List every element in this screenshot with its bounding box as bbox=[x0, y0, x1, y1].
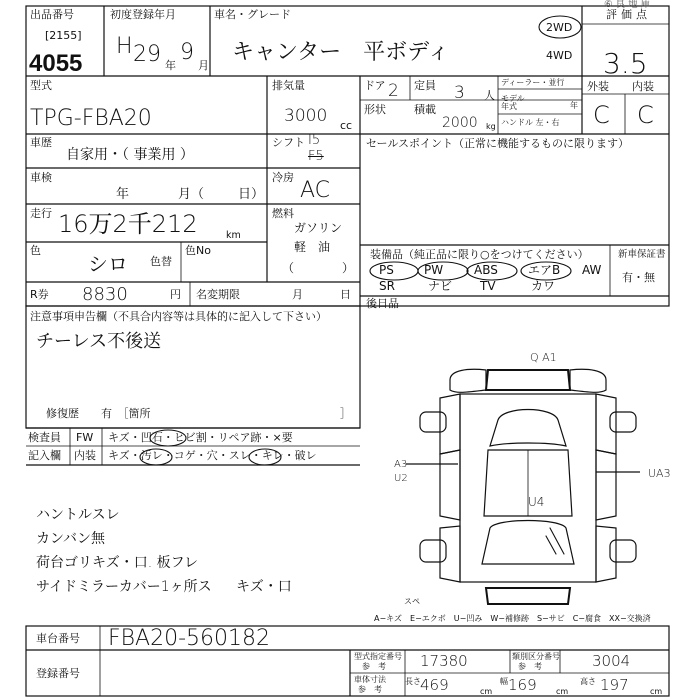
class-value: 3004 bbox=[592, 652, 631, 670]
type-cert-sanko: 参 考 bbox=[362, 662, 386, 671]
interior-row-label: 内装 bbox=[74, 449, 96, 462]
repair-label: 修復歴 有 ［箇所 bbox=[46, 407, 151, 420]
type-cert-value: 17380 bbox=[420, 652, 468, 670]
inspection-month: 月（ bbox=[178, 187, 205, 202]
width-label: 幅 bbox=[500, 677, 508, 686]
height-value: 197 bbox=[600, 676, 629, 694]
inspection-year: 年 bbox=[116, 187, 130, 202]
interior-label: 内装 bbox=[632, 80, 654, 93]
color-label: 色 bbox=[30, 244, 41, 257]
stamp-text: ⑥ 良 地 庫 bbox=[604, 0, 651, 10]
diagram-bottom-mark: スペ bbox=[404, 597, 420, 606]
chassis-value: FBA20-560182 bbox=[108, 626, 271, 651]
inspector-circles bbox=[100, 426, 360, 466]
grade-label: 評価点 bbox=[606, 8, 651, 21]
remark-line-4b: キズ・口 bbox=[236, 579, 292, 595]
recycle-label: R券 bbox=[30, 288, 49, 301]
diagram-left-mark-a: A3 bbox=[394, 459, 408, 470]
fuel-other: （ ） bbox=[282, 261, 355, 275]
fuel-gasoline: ガソリン bbox=[294, 221, 343, 235]
damage-legend: A−キズ E−エクボ U−凹み W−補修跡 S−サビ C−腐食 XX−交換済 bbox=[374, 614, 651, 623]
remark-line-2: カンバン無 bbox=[36, 531, 106, 547]
fw-label: FW bbox=[76, 431, 94, 444]
equip-abs: ABS bbox=[474, 263, 498, 277]
equip-airbag: エアB bbox=[528, 263, 561, 277]
repair-close: ］ bbox=[340, 407, 351, 420]
yen-unit: 円 bbox=[170, 288, 181, 301]
kg-unit: kg bbox=[486, 122, 496, 131]
meigi-month: 月 bbox=[292, 288, 303, 301]
grade-value: 3.5 bbox=[603, 47, 648, 80]
remark-line-3: 荷台ゴリキズ・口. 板フレ bbox=[36, 555, 199, 571]
later-items-label: 後日品 bbox=[366, 297, 399, 310]
dims-label: 車体寸法 bbox=[354, 675, 386, 684]
car-name: キャンター 平ボディ bbox=[232, 40, 450, 65]
equip-navi: ナビ bbox=[428, 279, 453, 293]
chassis-label: 車台番号 bbox=[36, 632, 80, 645]
lot-label: 出品番号 bbox=[30, 8, 74, 21]
meigi-label: 名変期限 bbox=[196, 288, 240, 301]
shift-sub: F5 bbox=[308, 149, 324, 164]
cc-unit: cc bbox=[340, 119, 353, 132]
class-label: 類別区分番号 bbox=[512, 652, 560, 661]
warranty-value: 有・無 bbox=[622, 271, 655, 284]
capacity-label: 定員 bbox=[414, 79, 436, 92]
inspection-day: 日） bbox=[238, 187, 265, 202]
diagram-left-mark-b: U2 bbox=[394, 473, 408, 484]
color-change-label: 色替 bbox=[150, 255, 172, 268]
notes-label: 注意事項申告欄（不具合内容等は具体的に記入して下さい） bbox=[30, 310, 327, 323]
model-year-unit: 年 bbox=[570, 101, 578, 110]
length-label: 長さ bbox=[405, 677, 421, 686]
exterior-value: C bbox=[593, 101, 610, 129]
interior-value: C bbox=[637, 101, 654, 129]
history-label: 車歴 bbox=[30, 136, 52, 149]
length-unit: cm bbox=[480, 687, 493, 696]
width-value: 169 bbox=[508, 676, 537, 694]
fw-items: キズ・凹石・ヒビ割・リペア跡・×要 bbox=[108, 431, 293, 444]
ac-value: AC bbox=[300, 178, 331, 203]
dims-sanko: 参 考 bbox=[358, 685, 382, 694]
diagram-top-mark: Q A1 bbox=[530, 351, 557, 364]
truck-diagram bbox=[378, 350, 678, 610]
color-value: シロ bbox=[88, 252, 128, 276]
ac-label: 冷房 bbox=[272, 171, 294, 184]
width-unit: cm bbox=[556, 687, 569, 696]
shift-label: シフト bbox=[272, 136, 305, 149]
entry-label: 記入欄 bbox=[28, 449, 61, 462]
month-unit: 月 bbox=[198, 59, 209, 72]
history-value: 自家用・（ 事業用 ） bbox=[66, 147, 194, 163]
reg-month: 9 bbox=[180, 40, 194, 65]
color-no-label: 色No bbox=[185, 244, 211, 257]
recycle-value: 8830 bbox=[82, 284, 128, 305]
meigi-day: 日 bbox=[340, 288, 351, 301]
diagram-right-mark: UA3 bbox=[648, 467, 671, 480]
equip-leather: カワ bbox=[531, 279, 556, 293]
name-label: 車名・グレード bbox=[214, 8, 291, 21]
warranty-label: 新車保証書 bbox=[618, 249, 666, 260]
height-label: 高さ bbox=[580, 677, 596, 686]
era: H bbox=[116, 34, 133, 59]
length-value: 469 bbox=[420, 676, 449, 694]
load-label: 積載 bbox=[414, 103, 436, 116]
model-label: 型式 bbox=[30, 79, 52, 92]
km-unit: km bbox=[226, 230, 241, 241]
model-value: TPG-FBA20 bbox=[30, 106, 152, 131]
shape-label: 形状 bbox=[364, 103, 386, 116]
lot-code: [2155] bbox=[45, 29, 82, 42]
inspector-label: 検査員 bbox=[28, 431, 61, 444]
equip-aw: AW bbox=[582, 263, 602, 277]
equip-tv: TV bbox=[480, 279, 496, 293]
remark-line-1: ハントルスレ bbox=[36, 507, 120, 523]
type-cert-label: 型式指定番号 bbox=[354, 652, 402, 661]
displacement-value: 3000 bbox=[284, 106, 328, 126]
reg-number-label: 登録番号 bbox=[36, 667, 80, 680]
fuel-diesel: 軽 油 bbox=[294, 240, 331, 254]
displacement-label: 排気量 bbox=[272, 79, 305, 92]
fuel-label: 燃料 bbox=[272, 207, 294, 220]
capacity-value: 3 bbox=[454, 83, 465, 103]
first-reg-label: 初度登録年月 bbox=[110, 8, 176, 21]
handle-label: ハンドル 左・右 bbox=[501, 118, 560, 127]
sales-point-label: セールスポイント（正常に機能するものに限ります） bbox=[366, 137, 630, 150]
reg-year: 29 bbox=[133, 42, 161, 67]
person-unit: 人 bbox=[484, 89, 495, 102]
doors-value: 2 bbox=[388, 81, 399, 101]
shift-value: I5 bbox=[308, 133, 321, 148]
drive-2wd-circle bbox=[537, 14, 583, 40]
load-value: 2000 bbox=[442, 115, 478, 131]
equip-pw: PW bbox=[424, 263, 444, 277]
drive-4wd: 4WD bbox=[546, 49, 573, 62]
class-sanko: 参 考 bbox=[518, 662, 542, 671]
drive-2wd: 2WD bbox=[546, 21, 573, 34]
exterior-label: 外装 bbox=[587, 80, 609, 93]
notes-handwritten: チーレス不後送 bbox=[36, 331, 162, 352]
diagram-center-mark: U4 bbox=[528, 495, 545, 509]
interior-items: キズ・汚レ・コゲ・穴・スレ・キレ・破レ bbox=[108, 449, 317, 462]
inspection-label: 車検 bbox=[30, 171, 52, 184]
door-label: ドア bbox=[364, 79, 386, 92]
equipment-label: 装備品（純正品に限り○をつけてください） bbox=[370, 248, 589, 261]
remark-line-4: サイドミラーカバー1ヶ所ス bbox=[36, 579, 212, 595]
lot-number: 4055 bbox=[29, 50, 83, 77]
equip-ps: PS bbox=[379, 263, 394, 277]
mileage-label: 走行 bbox=[30, 207, 52, 220]
dealer-label: ディーラー・並行 bbox=[501, 78, 565, 87]
year-unit: 年 bbox=[165, 59, 176, 72]
height-unit: cm bbox=[650, 687, 663, 696]
model-year-label: モデル年式 bbox=[501, 94, 525, 111]
mileage-value: 16万2千212 bbox=[58, 210, 198, 238]
equip-sr: SR bbox=[379, 279, 395, 293]
equipment-circles bbox=[366, 259, 616, 283]
